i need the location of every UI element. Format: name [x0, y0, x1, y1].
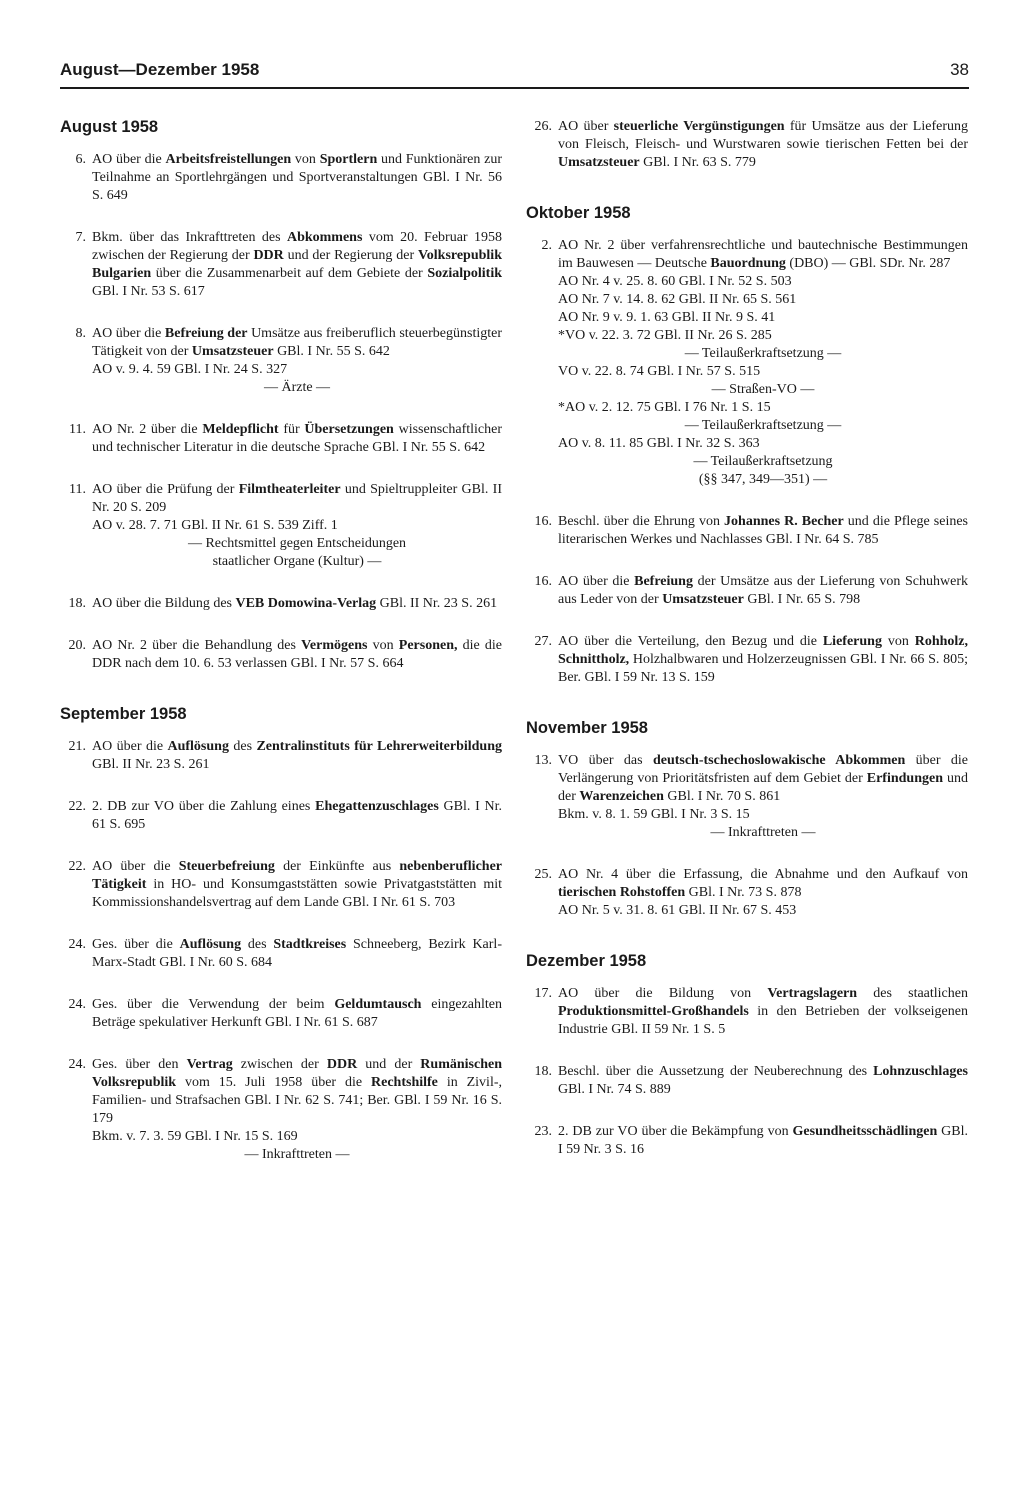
- entry-note: — Teilaußerkraftsetzung: [693, 454, 833, 469]
- list-item: [60, 738, 502, 774]
- entry-main-text: Bkm. über das Inkrafttreten des Abkommens vom 20. Februar 1958 zwischen der Regierung der DDR und der Regierung der Volksrepublik Bulgarien über die Zusammenarbeit auf dem Gebiete der Sozialpolitik GBl. I Nr. 53 S. 617: [92, 230, 502, 299]
- list-item: [60, 421, 502, 457]
- entry-amendment: *VO v. 22. 3. 72 GBl. II Nr. 26 S. 285: [558, 328, 772, 343]
- entry-number: 26.: [534, 119, 552, 134]
- entry-note: — Straßen-VO —: [711, 382, 815, 397]
- entry-text: [92, 936, 502, 972]
- section: [526, 719, 968, 920]
- list-item: [60, 481, 502, 571]
- entry-number: 16.: [534, 574, 552, 589]
- list-item: [60, 325, 502, 397]
- entry-amendment: AO v. 28. 7. 71 GBl. II Nr. 61 S. 539 Ziff. 1: [92, 518, 338, 533]
- entry-main-text: Beschl. über die Ehrung von Johannes R. Becher und die Pflege seines literarischen Werkes und Nachlasses GBl. I Nr. 64 S. 785: [558, 514, 968, 547]
- entry-number: 22.: [68, 859, 86, 874]
- entry-number: 17.: [534, 986, 552, 1001]
- entry-main-text: AO über steuerliche Vergünstigungen für Umsätze aus der Lieferung von Fleisch, Fleisch- und Wurstwaren sowie tierischen Fetten bei der Umsatzsteuer GBl. I Nr. 63 S. 779: [558, 119, 968, 170]
- entry-text: [558, 513, 968, 549]
- entry-text: [558, 573, 968, 609]
- entry-main-text: Ges. über die Auflösung des Stadtkreises Schneeberg, Bezirk Karl-Marx-Stadt GBl. I Nr. 60 S. 684: [92, 937, 502, 970]
- entry-number: 24.: [68, 997, 86, 1012]
- entry-number: 11.: [69, 422, 86, 437]
- entry-text: [92, 151, 502, 205]
- entry-main-text: VO über das deutsch-tschechoslowakische Abkommen über die Verlängerung von Prioritätsfristen auf dem Gebiet der Erfindungen und der Warenzeichen GBl. I Nr. 70 S. 861: [558, 753, 969, 804]
- list-item: [526, 1123, 968, 1159]
- entry-main-text: Ges. über den Vertrag zwischen der DDR und der Rumänischen Volksrepublik vom 15. Juli 1958 über die Rechtshilfe in Zivil-, Familien- und Strafsachen GBl. I Nr. 62 S. 741; Ber. GBl. I 59 Nr. 16 S. 179: [92, 1057, 502, 1126]
- entry-number: 24.: [68, 1057, 86, 1072]
- section-heading: November 1958: [526, 719, 648, 737]
- entry-main-text: Ges. über die Verwendung der beim Geldumtausch eingezahlten Beträge spekulativer Herkunft GBl. I Nr. 61 S. 687: [92, 997, 502, 1030]
- entry-text: [92, 637, 502, 673]
- entry-number: 20.: [68, 638, 86, 653]
- section-heading: August 1958: [60, 118, 159, 136]
- entry-main-text: AO über die Befreiung der Umsätze aus freiberuflich steuerbegünstigter Tätigkeit von der Umsatzsteuer GBl. I Nr. 55 S. 642: [92, 326, 502, 359]
- entry-amendment: *AO v. 2. 12. 75 GBl. I 76 Nr. 1 S. 15: [558, 400, 771, 415]
- entry-number: 25.: [534, 867, 552, 882]
- entry-text: [92, 858, 502, 912]
- entry-note: — Inkrafttreten —: [244, 1147, 350, 1162]
- entry-amendment: AO Nr. 7 v. 14. 8. 62 GBl. II Nr. 65 S. 561: [558, 292, 797, 307]
- list-item: [60, 637, 502, 673]
- entry-amendment: AO Nr. 4 v. 25. 8. 60 GBl. I Nr. 52 S. 503: [558, 274, 792, 289]
- list-item: [526, 513, 968, 549]
- entry-main-text: AO über die Steuerbefreiung der Einkünfte aus nebenberuflicher Tätigkeit in HO- und Konsumgaststätten sowie Privatgaststätten mit Kommissionshandelsvertrag auf dem Lande GBl. I Nr. 61 S. 703: [92, 859, 502, 910]
- entry-text: [558, 118, 968, 172]
- entry-note: — Ärzte —: [263, 380, 331, 395]
- entry-amendment: Bkm. v. 7. 3. 59 GBl. I Nr. 15 S. 169: [92, 1129, 298, 1144]
- entry-note: (§§ 347, 349—351) —: [698, 472, 828, 487]
- entry-number: 13.: [534, 753, 552, 768]
- entry-number: 16.: [534, 514, 552, 529]
- entry-number: 18.: [68, 596, 86, 611]
- entry-text: [92, 421, 502, 457]
- entry-main-text: AO Nr. 2 über die Meldepflicht für Übersetzungen wissenschaftlicher und technischer Literatur in die deutsche Sprache GBl. I Nr. 55 S. 642: [92, 422, 502, 455]
- list-item: [526, 633, 968, 687]
- section: [526, 952, 968, 1159]
- list-item: [526, 1063, 968, 1099]
- list-item: [526, 237, 968, 489]
- entry-text: [92, 481, 502, 571]
- entry-amendment: AO Nr. 9 v. 9. 1. 63 GBl. II Nr. 9 S. 41: [558, 310, 776, 325]
- entry-number: 23.: [534, 1124, 552, 1139]
- section-heading: Dezember 1958: [526, 952, 647, 970]
- entry-text: [92, 738, 502, 774]
- entry-note: — Rechtsmittel gegen Entscheidungen: [187, 536, 407, 551]
- entry-number: 18.: [534, 1064, 552, 1079]
- entry-note: staatlicher Organe (Kultur) —: [212, 554, 382, 569]
- list-item: [60, 858, 502, 912]
- entry-text: [92, 996, 502, 1032]
- entry-text: [558, 1123, 968, 1159]
- entry-amendment: AO v. 9. 4. 59 GBl. I Nr. 24 S. 327: [92, 362, 288, 377]
- entry-amendment: AO Nr. 5 v. 31. 8. 61 GBl. II Nr. 67 S. 453: [558, 903, 797, 918]
- entry-main-text: Beschl. über die Aussetzung der Neuberechnung des Lohnzuschlages GBl. I Nr. 74 S. 889: [558, 1064, 968, 1097]
- entry-number: 24.: [68, 937, 86, 952]
- entry-number: 2.: [541, 238, 552, 253]
- entry-number: 11.: [69, 482, 86, 497]
- section: [526, 118, 968, 172]
- right-column: [526, 118, 968, 1191]
- entry-main-text: AO über die Bildung des VEB Domowina-Verlag GBl. II Nr. 23 S. 261: [92, 596, 498, 611]
- section-heading: September 1958: [60, 705, 187, 723]
- entry-main-text: AO über die Bildung von Vertragslagern des staatlichen Produktionsmittel-Großhandels in den Betrieben der volkseigenen Industrie GBl. II 59 Nr. 1 S. 5: [558, 986, 968, 1037]
- left-column: [60, 118, 502, 1196]
- entry-amendment: AO v. 8. 11. 85 GBl. I Nr. 32 S. 363: [558, 436, 760, 451]
- entry-main-text: AO über die Prüfung der Filmtheaterleiter und Spieltruppleiter GBl. II Nr. 20 S. 209: [92, 482, 502, 515]
- entry-main-text: AO über die Befreiung der Umsätze aus der Lieferung von Schuhwerk aus Leder von der Umsatzsteuer GBl. I Nr. 65 S. 798: [558, 574, 968, 607]
- list-item: [60, 936, 502, 972]
- list-item: [526, 118, 968, 172]
- section-heading: Oktober 1958: [526, 204, 631, 222]
- entry-text: [92, 595, 502, 613]
- entry-text: [558, 237, 968, 489]
- list-item: [526, 573, 968, 609]
- entry-note: — Inkrafttreten —: [710, 825, 816, 840]
- entry-text: [558, 866, 968, 920]
- entry-note: — Teilaußerkraftsetzung —: [684, 346, 842, 361]
- entry-main-text: AO Nr. 2 über verfahrensrechtliche und bautechnische Bestimmungen im Bauwesen — Deutsche Bauordnung (DBO) — GBl. SDr. Nr. 287: [558, 238, 968, 271]
- entry-number: 8.: [75, 326, 86, 341]
- entry-note: — Teilaußerkraftsetzung —: [684, 418, 842, 433]
- entry-amendment: VO v. 22. 8. 74 GBl. I Nr. 57 S. 515: [558, 364, 761, 379]
- entry-text: [558, 985, 968, 1039]
- entry-text: [92, 229, 502, 301]
- list-item: [60, 798, 502, 834]
- list-item: [526, 752, 968, 842]
- entry-number: 6.: [75, 152, 86, 167]
- entry-main-text: 2. DB zur VO über die Zahlung eines Ehegattenzuschlages GBl. I Nr. 61 S. 695: [92, 799, 502, 832]
- section: [60, 118, 502, 673]
- list-item: [60, 1056, 502, 1164]
- list-item: [60, 151, 502, 205]
- section: [526, 204, 968, 687]
- section: [60, 705, 502, 1164]
- entry-number: 7.: [75, 230, 86, 245]
- list-item: [60, 229, 502, 301]
- page-number: 38: [950, 60, 969, 79]
- entry-main-text: AO über die Arbeitsfreistellungen von Sportlern und Funktionären zur Teilnahme an Sportlehrgängen und Sportveranstaltungen GBl. I Nr. 56 S. 649: [92, 152, 503, 203]
- page-header: [60, 57, 969, 89]
- entry-main-text: AO Nr. 2 über die Behandlung des Vermögens von Personen, die die DDR nach dem 10. 6. 53 verlassen GBl. I Nr. 57 S. 664: [92, 638, 502, 671]
- entry-text: [558, 752, 968, 842]
- entry-number: 22.: [68, 799, 86, 814]
- list-item: [526, 866, 968, 920]
- entry-text: [92, 1056, 502, 1164]
- entry-main-text: AO über die Auflösung des Zentralinstituts für Lehrerweiterbildung GBl. II Nr. 23 S. 261: [92, 739, 502, 772]
- entry-main-text: AO über die Verteilung, den Bezug und die Lieferung von Rohholz, Schnittholz, Holzhalbwaren und Holzerzeugnissen GBl. I Nr. 66 S. 805; Ber. GBl. I 59 Nr. 13 S. 159: [558, 634, 968, 685]
- entry-number: 27.: [534, 634, 552, 649]
- entry-text: [92, 325, 502, 397]
- list-item: [60, 595, 502, 613]
- entry-text: [558, 633, 968, 687]
- entry-text: [92, 798, 502, 834]
- entry-text: [558, 1063, 968, 1099]
- entry-main-text: 2. DB zur VO über die Bekämpfung von Gesundheitsschädlingen GBl. I 59 Nr. 3 S. 16: [558, 1124, 968, 1157]
- page-title: August—Dezember 1958: [60, 60, 260, 79]
- entry-amendment: Bkm. v. 8. 1. 59 GBl. I Nr. 3 S. 15: [558, 807, 750, 822]
- entry-main-text: AO Nr. 4 über die Erfassung, die Abnahme und den Aufkauf von tierischen Rohstoffen GBl. I Nr. 73 S. 878: [558, 867, 968, 900]
- list-item: [526, 985, 968, 1039]
- entry-number: 21.: [68, 739, 86, 754]
- list-item: [60, 996, 502, 1032]
